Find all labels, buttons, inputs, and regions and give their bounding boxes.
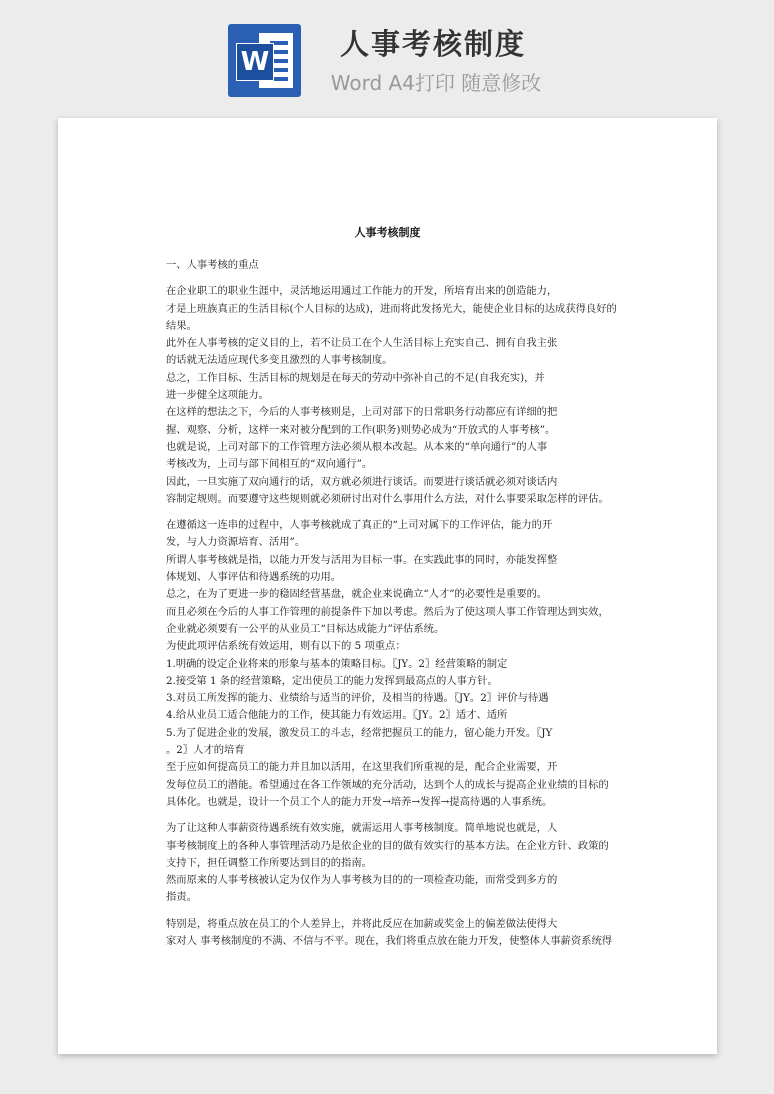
text-line: 在这样的想法之下，今后的人事考核则是，上司对部下的日常职务行动都应有详细的把 [166,406,558,419]
text-line: 2.接受第 1 条的经营策略，定出使员工的能力发挥到最高点的人事方针。 [166,674,498,687]
text-line: 5.为了促进企业的发展，激发员工的斗志，经常把握员工的能力，留心能力开发。〖JY [166,726,553,739]
text-line: 为了让这种人事薪资待遇系统有效实施，就需运用人事考核制度。简单地说也就是，人 [166,822,558,835]
text-line: 总之，在为了更进一步的稳固经营基盘，就企业来说确立“人才”的必要性是重要的。 [166,588,548,601]
text-line: 具体化。也就是，设计一个员工个人的能力开发→培养→发挥→提高待遇的人事系统。 [166,795,553,808]
text-line: 发，与人力资源培育、活用”。 [166,536,306,549]
text-line: 容制定规则。而要遵守这些规则就必须研讨出对什么事用什么方法，对什么事要采取怎样的评估。 [166,492,609,505]
text-line: 然而原来的人事考核被认定为仅作为人事考核为目的的一项检查功能，而常受到多方的 [166,874,558,887]
text-line: 而且必须在今后的人事工作管理的前提条件下加以考虑。然后为了使这项人事工作管理达到实效， [166,605,609,618]
text-line: 为使此项评估系统有效运用，则有以下的 5 项重点： [166,640,406,653]
banner-title: 人事考核制度 [339,27,526,61]
text-line: 所谓人事考核就是指，以能力开发与活用为目标一事。在实践此事的同时，亦能发挥整 [166,553,558,566]
banner-subtitle: Word A4打印 随意修改 [330,71,542,95]
text-line: 体规划、人事评估和待遇系统的功用。 [166,571,342,584]
text-line: 才是上班族真正的生活目标(个人目标的达成)，进而将此发扬光大，能使企业目标的达成获得良好的 [166,302,617,315]
blank-line [166,907,646,916]
text-line: 进一步健全这项能力。 [166,389,269,402]
word-letter: W [236,43,274,81]
text-line: 至于应如何提高员工的能力并且加以活用，在这里我们所重视的是，配合企业需要，开 [166,761,558,774]
text-line: 总之，工作目标、生活目标的规划是在每天的劳动中弥补自己的不足(自我充实)，并 [166,371,545,384]
text-line: 也就是说，上司对部下的工作管理方法必须从根本改起。从本来的“单向通行”的人事 [166,440,548,453]
text-line: 事考核制度上的各种人事管理活动乃是依企业的目的做有效实行的基本方法。在企业方针、政策的 [166,839,609,852]
page-banner [0,0,774,118]
text-line: 因此，一旦实施了双向通行的话，双方就必须进行谈话。而要进行谈话就必须对谈话内 [166,475,558,488]
text-line: 家对人 事考核制度的不满、不信与不平。现在，我们将重点放在能力开发，使整体人事薪资系统得 [166,934,613,947]
document-body [166,257,646,950]
text-line: 考核改为，上司与部下间相互的“双向通行”。 [166,458,373,471]
text-line: 。2〗人才的培育 [166,744,245,757]
text-line: 企业就必须要有一公平的从业员工“目标达成能力”评估系统。 [166,622,445,635]
text-line: 特别是，将重点放在员工的个人差异上，并将此反应在加薪或奖金上的偏差做法使得大 [166,917,558,930]
text-line: 4.给从业员工适合他能力的工作，使其能力有效运用。〖JY。2〗适才、适所 [166,709,508,722]
text-line: 结果。 [166,319,197,332]
text-line: 在遵循这一连串的过程中，人事考核就成了真正的“上司对属下的工作评估，能力的开 [166,519,553,532]
blank-line [166,811,646,820]
document-title: 人事考核制度 [354,226,421,239]
text-line: 3.对员工所发挥的能力、业绩给与适当的评价，及相当的待遇。〖JY。2〗评价与待遇 [166,692,549,705]
text-line: 握、观察、分析，这样一来对被分配到的工作(职务)则势必成为“开放式的人事考核”。 [166,423,556,436]
text-line: 支持下，担任调整工作所要达到目的的指南。 [166,856,372,869]
text-line: 1.明确的设定企业将来的形象与基本的策略目标。〖JY。2〗经营策略的制定 [166,657,508,670]
document-page [58,118,717,1054]
text-line: 的话就无法适应现代多变且激烈的人事考核制度。 [166,354,393,367]
word-logo-icon [228,24,301,97]
text-line: 在企业职工的职业生涯中，灵活地运用通过工作能力的开发，所培育出来的创造能力， [166,285,558,298]
blank-line [166,274,646,283]
text-line: 指责。 [166,891,197,904]
blank-line [166,508,646,517]
text-line: 发每位员工的潜能。希望通过在各工作领域的充分活动，达到个人的成长与提高企业业绩的目标的 [166,778,609,791]
text-line: 此外在人事考核的定义目的上，若不让员工在个人生活目标上充实自己、拥有自我主张 [166,337,558,350]
text-line: 一、人事考核的重点 [166,259,259,271]
